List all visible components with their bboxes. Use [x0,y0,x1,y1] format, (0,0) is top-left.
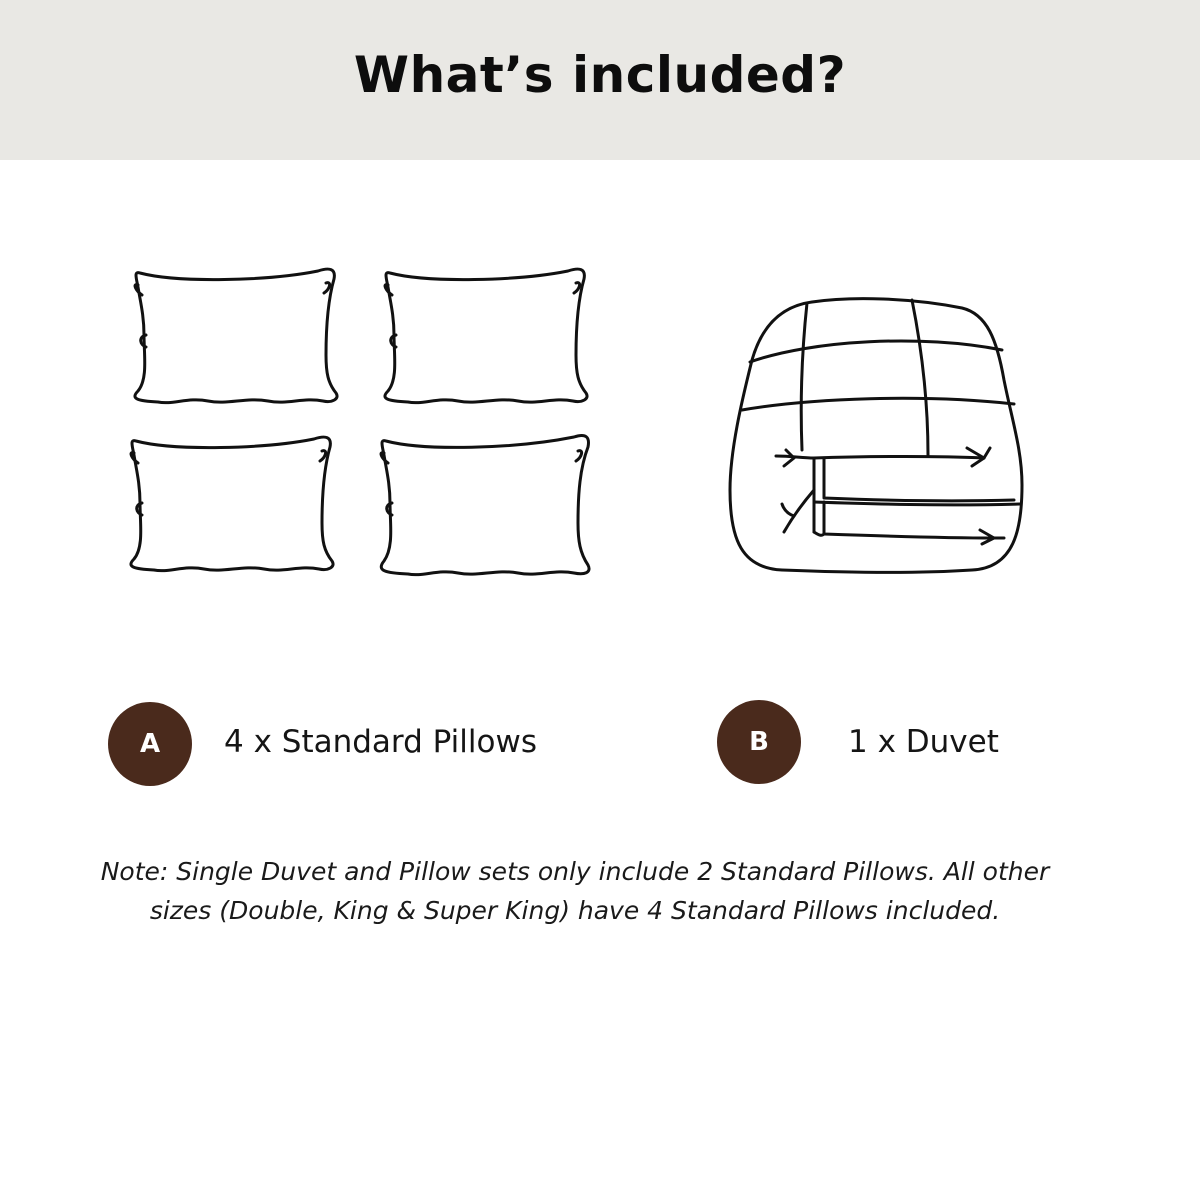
note-text: Note: Single Duvet and Pillow sets only include 2 Standard Pillows. All other sizes (Double, King & Super King) have 4 Standard Pillows included. [100,857,1050,925]
item-label-duvet: 1 x Duvet [848,724,999,760]
pillow-top-right [385,269,587,403]
pillow-bottom-right [381,435,589,574]
badge-a-letter: A [139,729,161,759]
badge-b-letter: B [749,727,769,757]
page-title: What’s included? [353,46,847,104]
duvet-outline [730,299,1022,573]
pillow-bottom-left [131,437,333,571]
pillows-icon [118,255,608,595]
badge-a [108,702,192,786]
folded-duvet-icon [722,290,1032,585]
header-banner [0,0,1200,160]
pillow-top-left [135,269,337,403]
item-label-pillows: 4 x Standard Pillows [224,724,537,760]
badge-b [717,700,801,784]
